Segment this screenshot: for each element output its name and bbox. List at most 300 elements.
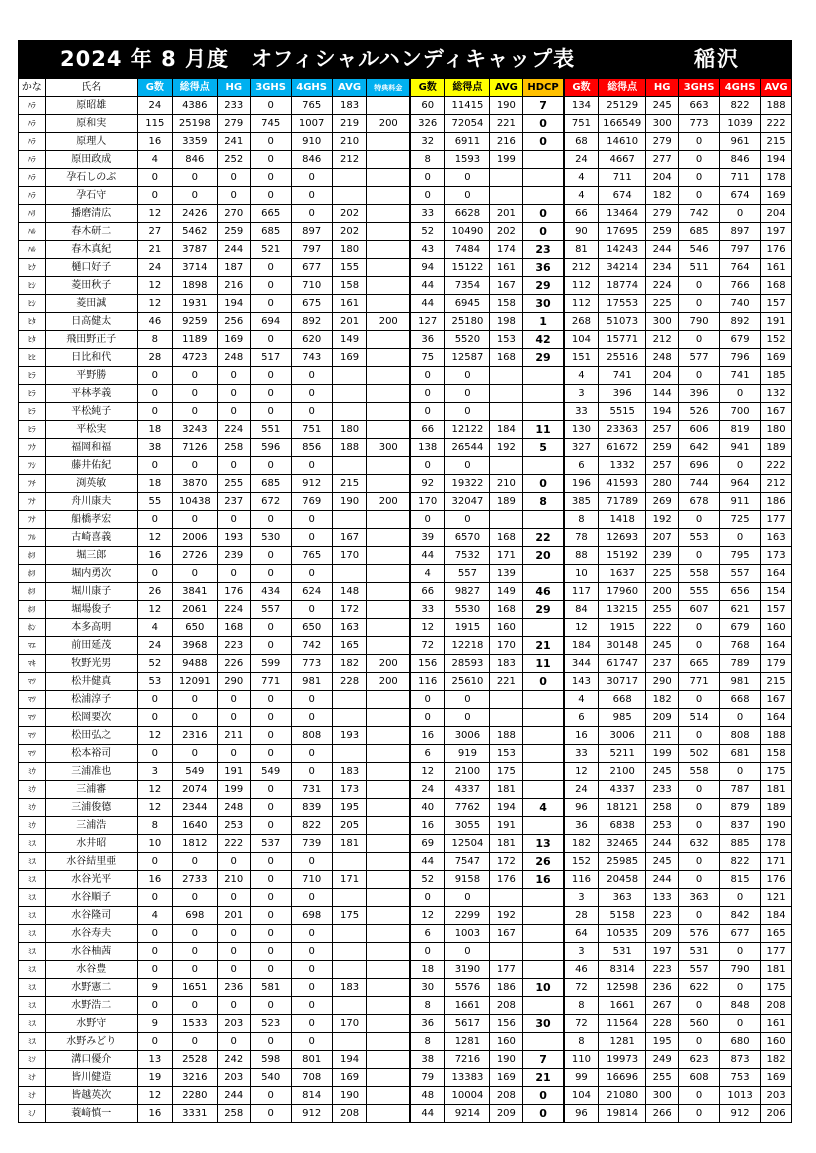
total-4ghs-cell: 961 [720, 133, 761, 151]
recent-total-cell: 0 [445, 187, 490, 205]
month-4ghs-cell: 677 [291, 259, 332, 277]
recent-total-cell: 12218 [445, 637, 490, 655]
month-4ghs-cell: 743 [291, 349, 332, 367]
total-total-cell: 8314 [599, 961, 646, 979]
month-total-cell: 1898 [172, 277, 217, 295]
name-cell: 皆越英次 [45, 1087, 137, 1105]
recent-total-cell: 28593 [445, 655, 490, 673]
month-3ghs-cell: 0 [250, 745, 291, 763]
fee-cell: 200 [367, 115, 410, 133]
month-hg-cell: 0 [217, 457, 250, 475]
month-hg-cell: 223 [217, 637, 250, 655]
month-avg-cell [332, 367, 367, 385]
total-hg-cell: 253 [646, 817, 679, 835]
hdcp-cell: 0 [523, 205, 564, 223]
total-hg-cell: 259 [646, 223, 679, 241]
total-hg-cell: 257 [646, 457, 679, 475]
month-3ghs-cell: 0 [250, 853, 291, 871]
month-4ghs-cell: 912 [291, 1105, 332, 1123]
month-games-cell: 8 [137, 331, 172, 349]
total-3ghs-cell: 678 [679, 493, 720, 511]
fee-cell [367, 1051, 410, 1069]
month-4ghs-cell: 892 [291, 313, 332, 331]
total-3ghs-cell: 623 [679, 1051, 720, 1069]
total-total-cell: 5158 [599, 907, 646, 925]
recent-avg-cell: 181 [490, 781, 523, 799]
total-4ghs-cell: 790 [720, 961, 761, 979]
month-games-cell: 0 [137, 943, 172, 961]
month-total-cell: 0 [172, 385, 217, 403]
month-total-cell: 0 [172, 745, 217, 763]
total-games-cell: 72 [564, 1015, 599, 1033]
recent-total-cell: 12504 [445, 835, 490, 853]
fee-cell [367, 151, 410, 169]
kana-cell: ﾎﾘ [19, 583, 46, 601]
fee-cell [367, 529, 410, 547]
total-3ghs-cell: 557 [679, 961, 720, 979]
month-games-cell: 0 [137, 853, 172, 871]
month-3ghs-cell: 0 [250, 331, 291, 349]
table-row [19, 1051, 792, 1069]
total-hg-cell: 233 [646, 781, 679, 799]
recent-games-cell: 66 [410, 421, 445, 439]
location-label: 稲沢 [694, 47, 740, 71]
total-4ghs-cell: 912 [720, 1105, 761, 1123]
table-row [19, 961, 792, 979]
hdcp-cell [523, 709, 564, 727]
recent-games-cell: 156 [410, 655, 445, 673]
recent-avg-cell: 221 [490, 673, 523, 691]
total-3ghs-cell: 531 [679, 943, 720, 961]
total-hg-cell: 255 [646, 601, 679, 619]
month-total-cell: 0 [172, 961, 217, 979]
month-3ghs-cell: 540 [250, 1069, 291, 1087]
recent-games-cell: 8 [410, 151, 445, 169]
month-avg-cell: 173 [332, 781, 367, 799]
total-games-cell: 66 [564, 205, 599, 223]
total-total-cell: 668 [599, 691, 646, 709]
total-games-cell: 116 [564, 871, 599, 889]
total-total-cell: 13215 [599, 601, 646, 619]
total-total-cell: 741 [599, 367, 646, 385]
hdcp-cell [523, 997, 564, 1015]
total-avg-cell: 212 [761, 475, 792, 493]
month-total-cell: 2006 [172, 529, 217, 547]
kana-cell: ﾊﾗ [19, 151, 46, 169]
header-total-3ghs: 3GHS [679, 79, 720, 97]
total-total-cell: 363 [599, 889, 646, 907]
total-avg-cell: 181 [761, 961, 792, 979]
total-4ghs-cell: 768 [720, 637, 761, 655]
recent-avg-cell: 186 [490, 979, 523, 997]
total-avg-cell: 206 [761, 1105, 792, 1123]
month-avg-cell [332, 403, 367, 421]
name-cell: 平林孝義 [45, 385, 137, 403]
total-total-cell: 531 [599, 943, 646, 961]
total-4ghs-cell: 656 [720, 583, 761, 601]
name-cell: 水谷光平 [45, 871, 137, 889]
total-hg-cell: 133 [646, 889, 679, 907]
fee-cell [367, 367, 410, 385]
total-avg-cell: 175 [761, 763, 792, 781]
recent-total-cell: 1593 [445, 151, 490, 169]
month-4ghs-cell: 675 [291, 295, 332, 313]
month-games-cell: 18 [137, 421, 172, 439]
table-row [19, 709, 792, 727]
recent-avg-cell [490, 457, 523, 475]
recent-avg-cell: 216 [490, 133, 523, 151]
fee-cell [367, 385, 410, 403]
hdcp-cell: 21 [523, 637, 564, 655]
total-3ghs-cell: 0 [679, 169, 720, 187]
month-3ghs-cell: 521 [250, 241, 291, 259]
total-games-cell: 4 [564, 187, 599, 205]
month-total-cell: 2061 [172, 601, 217, 619]
month-games-cell: 4 [137, 619, 172, 637]
month-avg-cell [332, 889, 367, 907]
month-hg-cell: 216 [217, 277, 250, 295]
recent-avg-cell: 189 [490, 493, 523, 511]
total-3ghs-cell: 0 [679, 637, 720, 655]
total-hg-cell: 204 [646, 169, 679, 187]
month-hg-cell: 0 [217, 745, 250, 763]
total-3ghs-cell: 773 [679, 115, 720, 133]
total-avg-cell: 164 [761, 709, 792, 727]
recent-games-cell: 12 [410, 619, 445, 637]
recent-total-cell: 6570 [445, 529, 490, 547]
total-games-cell: 4 [564, 367, 599, 385]
total-games-cell: 28 [564, 907, 599, 925]
month-hg-cell: 0 [217, 367, 250, 385]
total-total-cell: 1637 [599, 565, 646, 583]
total-games-cell: 8 [564, 511, 599, 529]
total-4ghs-cell: 679 [720, 619, 761, 637]
kana-cell: ﾋｼ [19, 295, 46, 313]
total-3ghs-cell: 0 [679, 691, 720, 709]
month-avg-cell: 193 [332, 727, 367, 745]
name-cell: 舟川康夫 [45, 493, 137, 511]
recent-total-cell: 6628 [445, 205, 490, 223]
kana-cell: ﾏｴ [19, 637, 46, 655]
month-games-cell: 53 [137, 673, 172, 691]
kana-cell: ﾐｳ [19, 763, 46, 781]
total-hg-cell: 195 [646, 1033, 679, 1051]
month-avg-cell [332, 187, 367, 205]
month-games-cell: 12 [137, 601, 172, 619]
total-4ghs-cell: 837 [720, 817, 761, 835]
kana-cell: ﾋﾗ [19, 403, 46, 421]
total-4ghs-cell: 879 [720, 799, 761, 817]
total-total-cell: 12598 [599, 979, 646, 997]
total-hg-cell: 222 [646, 619, 679, 637]
kana-cell: ﾐｽ [19, 853, 46, 871]
month-3ghs-cell: 0 [250, 385, 291, 403]
hdcp-cell: 20 [523, 547, 564, 565]
month-hg-cell: 239 [217, 547, 250, 565]
header-recent-avg: AVG [490, 79, 523, 97]
recent-total-cell: 9214 [445, 1105, 490, 1123]
month-hg-cell: 258 [217, 1105, 250, 1123]
recent-total-cell: 3190 [445, 961, 490, 979]
recent-total-cell: 10004 [445, 1087, 490, 1105]
total-hg-cell: 223 [646, 907, 679, 925]
total-hg-cell: 199 [646, 745, 679, 763]
total-games-cell: 385 [564, 493, 599, 511]
total-avg-cell: 171 [761, 853, 792, 871]
fee-cell [367, 331, 410, 349]
hdcp-cell [523, 511, 564, 529]
total-total-cell: 1661 [599, 997, 646, 1015]
month-3ghs-cell: 598 [250, 1051, 291, 1069]
recent-total-cell: 3006 [445, 727, 490, 745]
total-total-cell: 166549 [599, 115, 646, 133]
recent-games-cell: 116 [410, 673, 445, 691]
fee-cell [367, 817, 410, 835]
total-avg-cell: 132 [761, 385, 792, 403]
total-total-cell: 30717 [599, 673, 646, 691]
total-avg-cell: 154 [761, 583, 792, 601]
month-avg-cell: 219 [332, 115, 367, 133]
total-total-cell: 6838 [599, 817, 646, 835]
header-month-hg: HG [217, 79, 250, 97]
recent-games-cell: 16 [410, 727, 445, 745]
recent-total-cell: 0 [445, 691, 490, 709]
table-row [19, 727, 792, 745]
recent-games-cell: 92 [410, 475, 445, 493]
total-games-cell: 112 [564, 295, 599, 313]
table-row [19, 817, 792, 835]
month-4ghs-cell: 710 [291, 871, 332, 889]
month-hg-cell: 237 [217, 493, 250, 511]
recent-avg-cell: 181 [490, 835, 523, 853]
total-hg-cell: 144 [646, 385, 679, 403]
total-4ghs-cell: 897 [720, 223, 761, 241]
total-avg-cell: 190 [761, 817, 792, 835]
kana-cell: ﾊﾗ [19, 169, 46, 187]
total-games-cell: 10 [564, 565, 599, 583]
month-games-cell: 24 [137, 259, 172, 277]
total-avg-cell: 181 [761, 781, 792, 799]
month-4ghs-cell: 0 [291, 367, 332, 385]
recent-total-cell: 12122 [445, 421, 490, 439]
name-cell: 松岡要次 [45, 709, 137, 727]
kana-cell: ﾋﾀ [19, 313, 46, 331]
name-cell: 松本裕司 [45, 745, 137, 763]
name-cell: 日高健太 [45, 313, 137, 331]
header-total-games: G数 [564, 79, 599, 97]
total-hg-cell: 279 [646, 205, 679, 223]
total-total-cell: 18774 [599, 277, 646, 295]
fee-cell: 200 [367, 655, 410, 673]
fee-cell [367, 727, 410, 745]
month-total-cell: 0 [172, 853, 217, 871]
hdcp-cell: 29 [523, 277, 564, 295]
total-hg-cell: 245 [646, 853, 679, 871]
name-cell: 播磨清広 [45, 205, 137, 223]
month-4ghs-cell: 751 [291, 421, 332, 439]
month-total-cell: 2074 [172, 781, 217, 799]
month-total-cell: 1651 [172, 979, 217, 997]
recent-avg-cell: 192 [490, 439, 523, 457]
recent-avg-cell: 156 [490, 1015, 523, 1033]
total-avg-cell: 208 [761, 997, 792, 1015]
header-recent-total: 総得点 [445, 79, 490, 97]
month-hg-cell: 253 [217, 817, 250, 835]
month-hg-cell: 0 [217, 565, 250, 583]
table-row [19, 907, 792, 925]
month-hg-cell: 290 [217, 673, 250, 691]
recent-games-cell: 94 [410, 259, 445, 277]
month-total-cell: 7126 [172, 439, 217, 457]
kana-cell: ﾐｽ [19, 1015, 46, 1033]
month-3ghs-cell: 0 [250, 97, 291, 115]
name-cell: 堀場俊子 [45, 601, 137, 619]
name-cell: 皆川健造 [45, 1069, 137, 1087]
month-3ghs-cell: 0 [250, 889, 291, 907]
month-4ghs-cell: 981 [291, 673, 332, 691]
total-avg-cell: 185 [761, 367, 792, 385]
total-4ghs-cell: 885 [720, 835, 761, 853]
total-games-cell: 24 [564, 781, 599, 799]
total-3ghs-cell: 0 [679, 817, 720, 835]
total-total-cell: 12693 [599, 529, 646, 547]
month-3ghs-cell: 0 [250, 457, 291, 475]
total-4ghs-cell: 674 [720, 187, 761, 205]
table-row [19, 313, 792, 331]
recent-total-cell: 5530 [445, 601, 490, 619]
recent-games-cell: 138 [410, 439, 445, 457]
table-row [19, 1015, 792, 1033]
month-4ghs-cell: 0 [291, 403, 332, 421]
month-avg-cell: 169 [332, 349, 367, 367]
header-month-total: 総得点 [172, 79, 217, 97]
recent-total-cell: 0 [445, 889, 490, 907]
header-total-avg: AVG [761, 79, 792, 97]
total-hg-cell: 236 [646, 979, 679, 997]
recent-games-cell: 36 [410, 1015, 445, 1033]
recent-total-cell: 7547 [445, 853, 490, 871]
month-4ghs-cell: 0 [291, 997, 332, 1015]
total-games-cell: 4 [564, 691, 599, 709]
month-total-cell: 3870 [172, 475, 217, 493]
total-avg-cell: 161 [761, 1015, 792, 1033]
month-total-cell: 3841 [172, 583, 217, 601]
hdcp-cell: 26 [523, 853, 564, 871]
kana-cell: ﾌﾅ [19, 493, 46, 511]
month-3ghs-cell: 0 [250, 403, 291, 421]
hdcp-cell: 36 [523, 259, 564, 277]
total-total-cell: 11564 [599, 1015, 646, 1033]
total-games-cell: 96 [564, 1105, 599, 1123]
kana-cell: ﾐｽ [19, 997, 46, 1015]
total-total-cell: 17553 [599, 295, 646, 313]
month-total-cell: 3787 [172, 241, 217, 259]
kana-cell: ﾐｽ [19, 871, 46, 889]
month-games-cell: 12 [137, 295, 172, 313]
month-hg-cell: 0 [217, 187, 250, 205]
month-3ghs-cell: 0 [250, 295, 291, 313]
total-3ghs-cell: 0 [679, 277, 720, 295]
total-avg-cell: 189 [761, 439, 792, 457]
total-3ghs-cell: 514 [679, 709, 720, 727]
recent-games-cell: 32 [410, 133, 445, 151]
month-games-cell: 0 [137, 457, 172, 475]
month-3ghs-cell: 0 [250, 565, 291, 583]
total-total-cell: 19814 [599, 1105, 646, 1123]
hdcp-cell [523, 889, 564, 907]
kana-cell: ﾎﾝ [19, 619, 46, 637]
total-avg-cell: 186 [761, 493, 792, 511]
recent-avg-cell [490, 691, 523, 709]
month-hg-cell: 222 [217, 835, 250, 853]
month-games-cell: 16 [137, 547, 172, 565]
month-avg-cell: 210 [332, 133, 367, 151]
kana-cell: ﾐｳ [19, 817, 46, 835]
month-games-cell: 0 [137, 511, 172, 529]
name-cell: 福岡和福 [45, 439, 137, 457]
table-row [19, 187, 792, 205]
total-total-cell: 4667 [599, 151, 646, 169]
recent-avg-cell: 190 [490, 1051, 523, 1069]
month-avg-cell: 180 [332, 421, 367, 439]
month-total-cell: 0 [172, 889, 217, 907]
month-4ghs-cell: 808 [291, 727, 332, 745]
name-cell: 菱田誠 [45, 295, 137, 313]
recent-games-cell: 40 [410, 799, 445, 817]
recent-games-cell: 16 [410, 817, 445, 835]
fee-cell [367, 799, 410, 817]
total-3ghs-cell: 0 [679, 511, 720, 529]
month-total-cell: 25198 [172, 115, 217, 133]
total-hg-cell: 237 [646, 655, 679, 673]
hdcp-cell [523, 691, 564, 709]
table-row [19, 133, 792, 151]
total-hg-cell: 244 [646, 835, 679, 853]
month-hg-cell: 0 [217, 997, 250, 1015]
fee-cell [367, 907, 410, 925]
total-4ghs-cell: 621 [720, 601, 761, 619]
recent-avg-cell [490, 889, 523, 907]
total-avg-cell: 191 [761, 313, 792, 331]
total-total-cell: 25516 [599, 349, 646, 367]
total-4ghs-cell: 822 [720, 853, 761, 871]
month-total-cell: 3968 [172, 637, 217, 655]
name-cell: 平松実 [45, 421, 137, 439]
month-4ghs-cell: 0 [291, 709, 332, 727]
month-3ghs-cell: 0 [250, 943, 291, 961]
month-hg-cell: 242 [217, 1051, 250, 1069]
month-hg-cell: 0 [217, 709, 250, 727]
recent-avg-cell: 160 [490, 619, 523, 637]
total-total-cell: 1418 [599, 511, 646, 529]
month-games-cell: 55 [137, 493, 172, 511]
recent-avg-cell: 139 [490, 565, 523, 583]
recent-games-cell: 79 [410, 1069, 445, 1087]
month-avg-cell: 170 [332, 1015, 367, 1033]
name-cell: 松井健真 [45, 673, 137, 691]
header-row [19, 79, 792, 97]
total-hg-cell: 224 [646, 277, 679, 295]
recent-avg-cell: 184 [490, 421, 523, 439]
month-3ghs-cell: 694 [250, 313, 291, 331]
total-games-cell: 196 [564, 475, 599, 493]
table-row [19, 331, 792, 349]
month-avg-cell: 183 [332, 979, 367, 997]
fee-cell [367, 241, 410, 259]
name-cell: 水野守 [45, 1015, 137, 1033]
fee-cell: 200 [367, 493, 410, 511]
hdcp-cell: 29 [523, 601, 564, 619]
